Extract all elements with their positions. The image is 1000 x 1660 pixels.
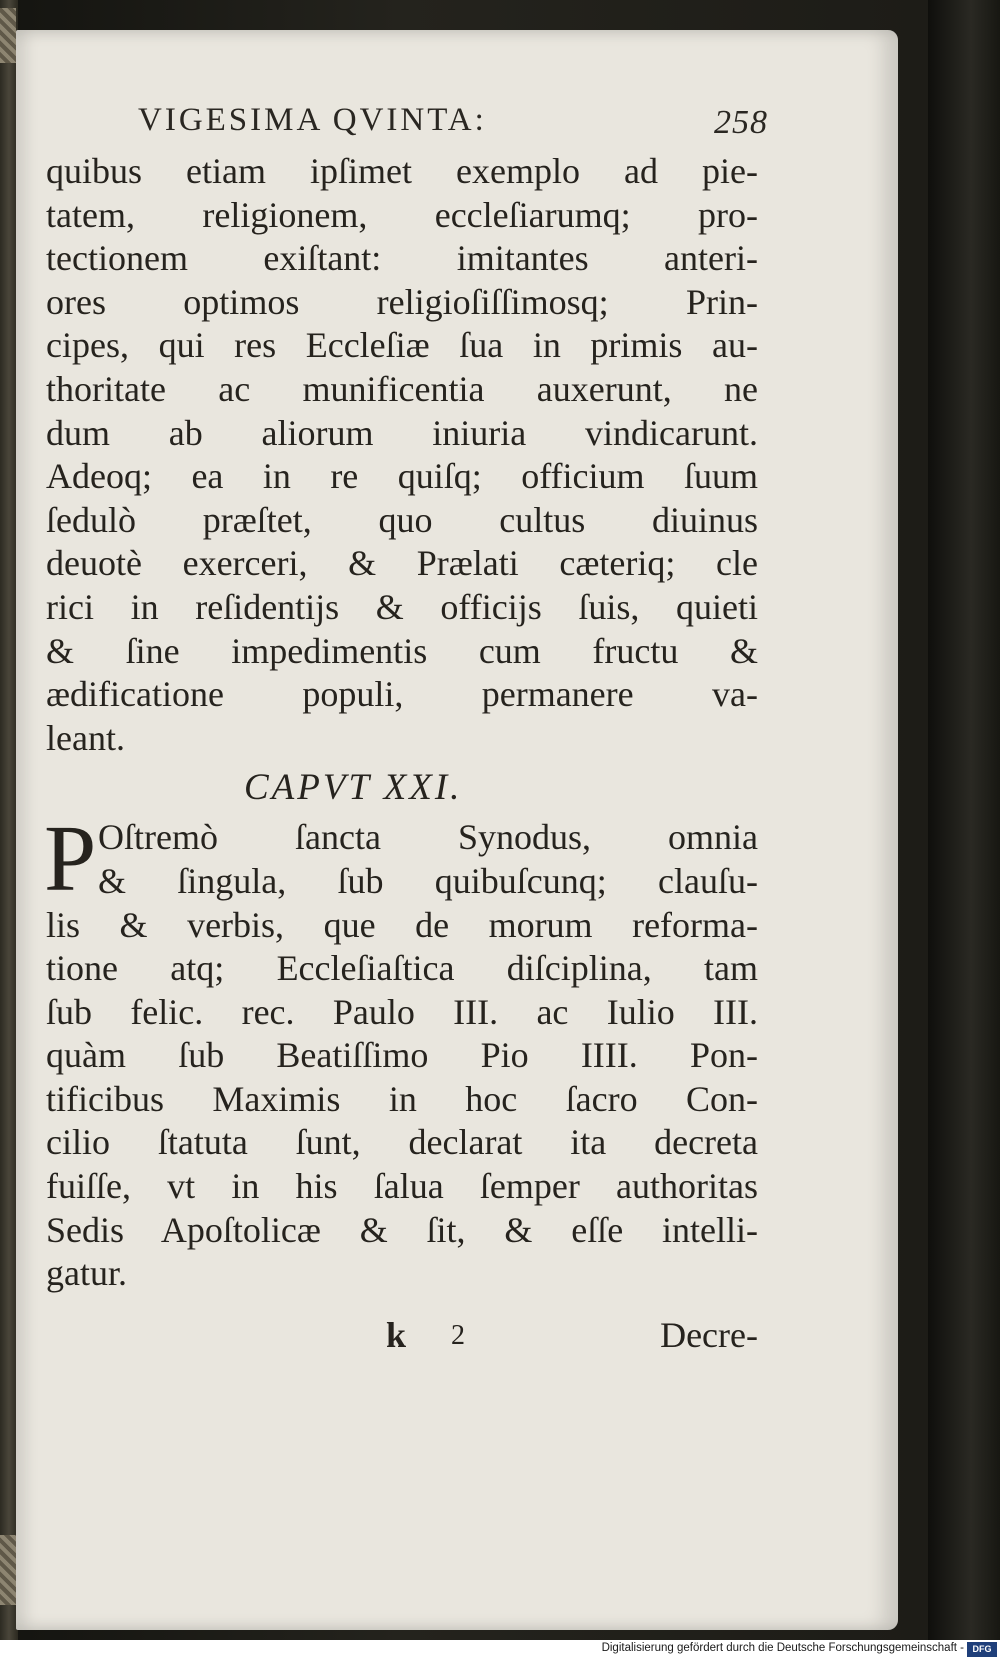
text-line: gatur. [46, 1253, 127, 1294]
text-line: dum ab aliorum iniuria vindicarunt. [46, 412, 758, 453]
text-line: fuiſſe, vt in his ſalua ſemper authoritas [46, 1166, 758, 1207]
text-line: tione atq; Eccleſiaſtica diſciplina, tam [46, 948, 758, 989]
binding-tie-top [0, 8, 16, 63]
text-line: Sedis Apoſtolicæ & ſit, & eſſe intelli- [46, 1209, 758, 1250]
signature-mark: k [386, 1314, 407, 1355]
text-line: cilio ſtatuta ſunt, declarat ita decreta [46, 1122, 758, 1163]
text-line: tectionem exiſtant: imitantes anteri- [46, 238, 758, 279]
text-line: ores optimos religioſiſſimosq; Prin- [46, 281, 758, 322]
text-line: tificibus Maximis in hoc ſacro Con- [46, 1078, 758, 1119]
page-number: 258 [714, 104, 768, 141]
footer-bar [0, 1640, 1000, 1660]
catchword: Decre- [660, 1314, 758, 1355]
text-line: cipes, qui res Eccleſiæ ſua in primis au- [46, 325, 758, 366]
running-head [46, 102, 768, 150]
dfg-logo: DFG [967, 1642, 997, 1657]
text-line: ſedulò præſtet, quo cultus diuinus [46, 499, 758, 540]
signature-row [46, 1306, 758, 1366]
text-line: quibus etiam ipſimet exemplo ad pie- [46, 151, 758, 191]
funding-credit: Digitalisierung gefördert durch die Deutsche Forschungsgemeinschaft - [601, 1642, 964, 1654]
book-page [16, 30, 898, 1630]
text-line: Oſtremò ſancta Synodus, omnia [98, 817, 758, 858]
text-line: quàm ſub Beatiſſimo Pio IIII. Pon- [46, 1035, 758, 1076]
book-cover-edge [928, 0, 1000, 1640]
text-line: deuotè exerceri, & Prælati cæteriq; cle [46, 543, 758, 584]
text-line: lis & verbis, que de morum reforma- [46, 904, 758, 945]
text-line: & ſine impedimentis cum fructu & [46, 630, 758, 671]
paragraph-before-heading [46, 150, 758, 760]
text-line: ædificatione populi, permanere va- [46, 674, 758, 715]
chapter-heading-text: CAPVT XXI. [244, 767, 463, 809]
signature-number: 2 [451, 1319, 465, 1351]
drop-cap-initial: P [44, 807, 97, 912]
chapter-heading [46, 760, 758, 816]
text-line: ſub felic. rec. Paulo III. ac Iulio III. [46, 991, 758, 1032]
text-line: thoritate ac munificentia auxerunt, ne [46, 368, 758, 409]
text-line: tatem, religionem, eccleſiarumq; pro- [46, 194, 758, 235]
text-block [44, 102, 768, 1366]
text-line: Adeoq; ea in re quiſq; officium ſuum [46, 456, 758, 497]
text-line: leant. [46, 717, 125, 758]
binding-tie-bottom [0, 1535, 16, 1605]
paragraph-after-heading [44, 807, 758, 1296]
text-line: & ſingula, ſub quibuſcunq; clauſu- [98, 860, 758, 901]
running-title: VIGESIMA QVINTA: [138, 102, 487, 138]
text-line: rici in reſidentijs & officijs ſuis, quieti [46, 586, 758, 627]
